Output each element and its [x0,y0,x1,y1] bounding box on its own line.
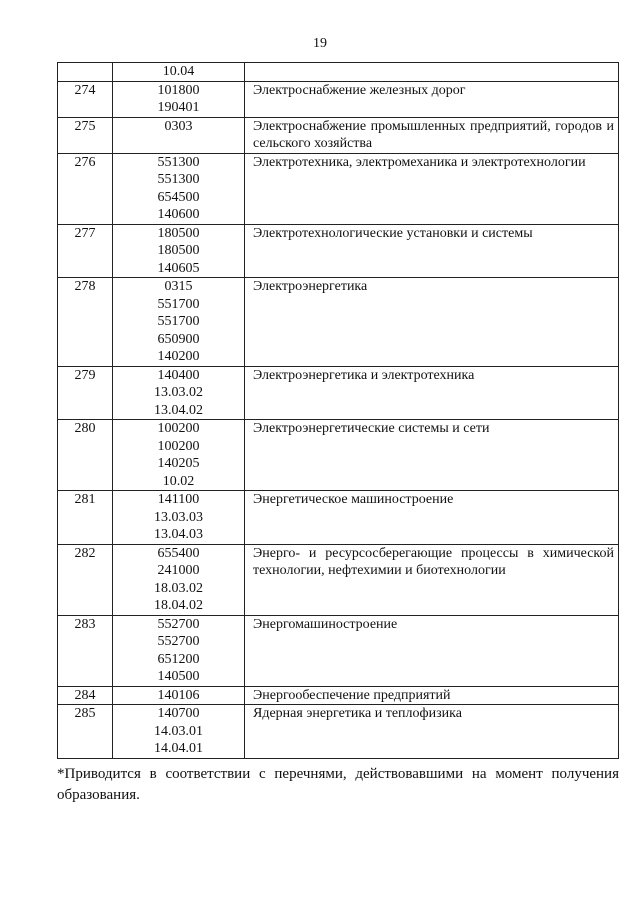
row-number-cell [58,544,113,615]
specialty-code: 140205 [157,456,200,471]
specialty-name-cell [245,224,619,278]
specialty-codes-cell [113,117,245,153]
specialty-name-cell [245,81,619,117]
specialty-name: Электроэнергетические системы и сети [253,421,490,436]
specialty-code: 180500 [157,243,200,258]
specialty-code: 140605 [157,260,200,276]
table-row [58,491,619,545]
page-number: 19 [313,36,327,51]
specialty-codes-cell [113,491,245,545]
row-number: 278 [74,279,96,294]
row-number: 279 [74,367,96,383]
specialty-name: Электроэнергетика [253,279,368,294]
specialty-codes-cell [113,366,245,420]
specialty-name-cell [245,705,619,759]
specialty-code: 13.04.02 [154,402,203,418]
row-number-cell [58,278,113,367]
specialty-name-cell [245,686,619,705]
specialty-name: Энерго- и ресурсосберегающие процессы в химической технологии, нефтехимии и биотехнологии [253,545,614,578]
row-number: 275 [74,118,96,134]
row-number: 283 [74,616,96,632]
specialty-code: 18.03.02 [154,580,203,596]
table-row [58,81,619,117]
specialty-code: 140500 [157,669,200,684]
specialty-code: 551300 [157,172,200,187]
specialty-code: 552700 [157,634,200,649]
row-number-cell [58,615,113,686]
row-number-cell [58,117,113,153]
specialty-codes-cell [113,81,245,117]
specialty-codes-cell [113,224,245,278]
specialty-code: 13.04.03 [154,527,203,542]
specialty-code: 140106 [157,687,200,703]
row-number-cell [58,420,113,491]
specialty-code: 241000 [157,563,200,578]
row-number-cell [58,366,113,420]
specialty-code: 10.02 [162,473,195,489]
row-number-cell [58,153,113,224]
specialty-code: 140700 [157,706,200,721]
specialty-code: 0303 [164,118,193,134]
specialty-code: 140200 [157,349,200,364]
row-number-cell [58,686,113,705]
table-row [58,420,619,491]
row-number-cell [58,63,113,82]
footnote: *Приводится в соответствии с перечнями, действовавшими на момент получения образования. [57,766,619,803]
specialty-code: 14.03.01 [154,723,203,739]
specialty-name: Электроэнергетика и электротехника [253,367,475,383]
table-row [58,615,619,686]
specialty-codes-cell [113,420,245,491]
row-number: 282 [74,545,96,561]
specialty-code: 140400 [157,367,200,383]
row-number: 281 [74,492,96,507]
specialty-name-cell [245,366,619,420]
row-number: 276 [74,154,96,170]
specialty-name: Энергетическое машиностроение [253,492,454,507]
specialty-name-cell [245,153,619,224]
specialty-codes-cell [113,705,245,759]
row-number: 280 [74,421,96,436]
specialty-code: 101800 [157,82,200,98]
specialty-codes-cell [113,153,245,224]
specialty-name-cell [245,544,619,615]
table-row [58,686,619,705]
specialty-name: Электроснабжение промышленных предприятий, городов и сельского хозяйства [253,118,614,151]
specialty-codes-cell [113,278,245,367]
specialty-name: Энергообеспечение предприятий [253,687,451,703]
table-row [58,278,619,367]
specialty-name-cell [245,420,619,491]
specialties-table [57,62,619,759]
row-number-cell [58,491,113,545]
table-row [58,705,619,759]
specialty-code: 551700 [157,314,200,329]
specialty-codes-cell [113,686,245,705]
specialty-codes-cell [113,615,245,686]
specialty-code: 0315 [164,279,193,294]
specialty-code: 650900 [157,331,200,347]
specialty-code: 651200 [157,651,200,667]
specialty-name-cell [245,491,619,545]
specialty-codes-cell [113,63,245,82]
row-number-cell [58,81,113,117]
row-number: 274 [74,82,96,98]
table-row [58,224,619,278]
table-row [58,544,619,615]
row-number: 284 [74,687,96,703]
specialty-code: 551300 [157,154,200,170]
specialty-name-cell [245,63,619,82]
table-row [58,63,619,82]
row-number-cell [58,224,113,278]
specialty-code: 13.03.03 [154,509,203,525]
specialty-name-cell [245,615,619,686]
table-row [58,366,619,420]
specialty-code: 190401 [157,100,200,115]
row-number-cell [58,705,113,759]
table-row [58,153,619,224]
row-number: 285 [74,706,96,721]
specialty-code: 655400 [157,545,200,561]
specialty-code: 14.04.01 [154,741,203,756]
specialty-code: 654500 [157,189,200,205]
specialty-code: 141100 [157,492,200,507]
specialty-code: 10.04 [162,64,195,79]
specialty-code: 552700 [157,616,200,632]
specialty-code: 100200 [157,438,200,454]
specialty-code: 140600 [157,207,200,222]
table-body [58,63,619,759]
table-row [58,117,619,153]
specialty-code: 100200 [157,421,200,436]
specialty-name: Электротехнологические установки и системы [253,225,533,241]
specialty-name: Энергомашиностроение [253,616,398,632]
specialty-name: Электротехника, электромеханика и электротехнологии [253,154,586,170]
specialty-code: 13.03.02 [154,385,203,400]
specialty-codes-cell [113,544,245,615]
specialty-code: 551700 [157,296,200,312]
specialty-name-cell [245,117,619,153]
row-number: 277 [74,225,96,241]
specialty-code: 180500 [157,225,200,241]
specialty-name: Электроснабжение железных дорог [253,82,466,98]
specialty-name-cell [245,278,619,367]
specialty-name: Ядерная энергетика и теплофизика [253,706,462,721]
specialty-code: 18.04.02 [154,598,203,613]
